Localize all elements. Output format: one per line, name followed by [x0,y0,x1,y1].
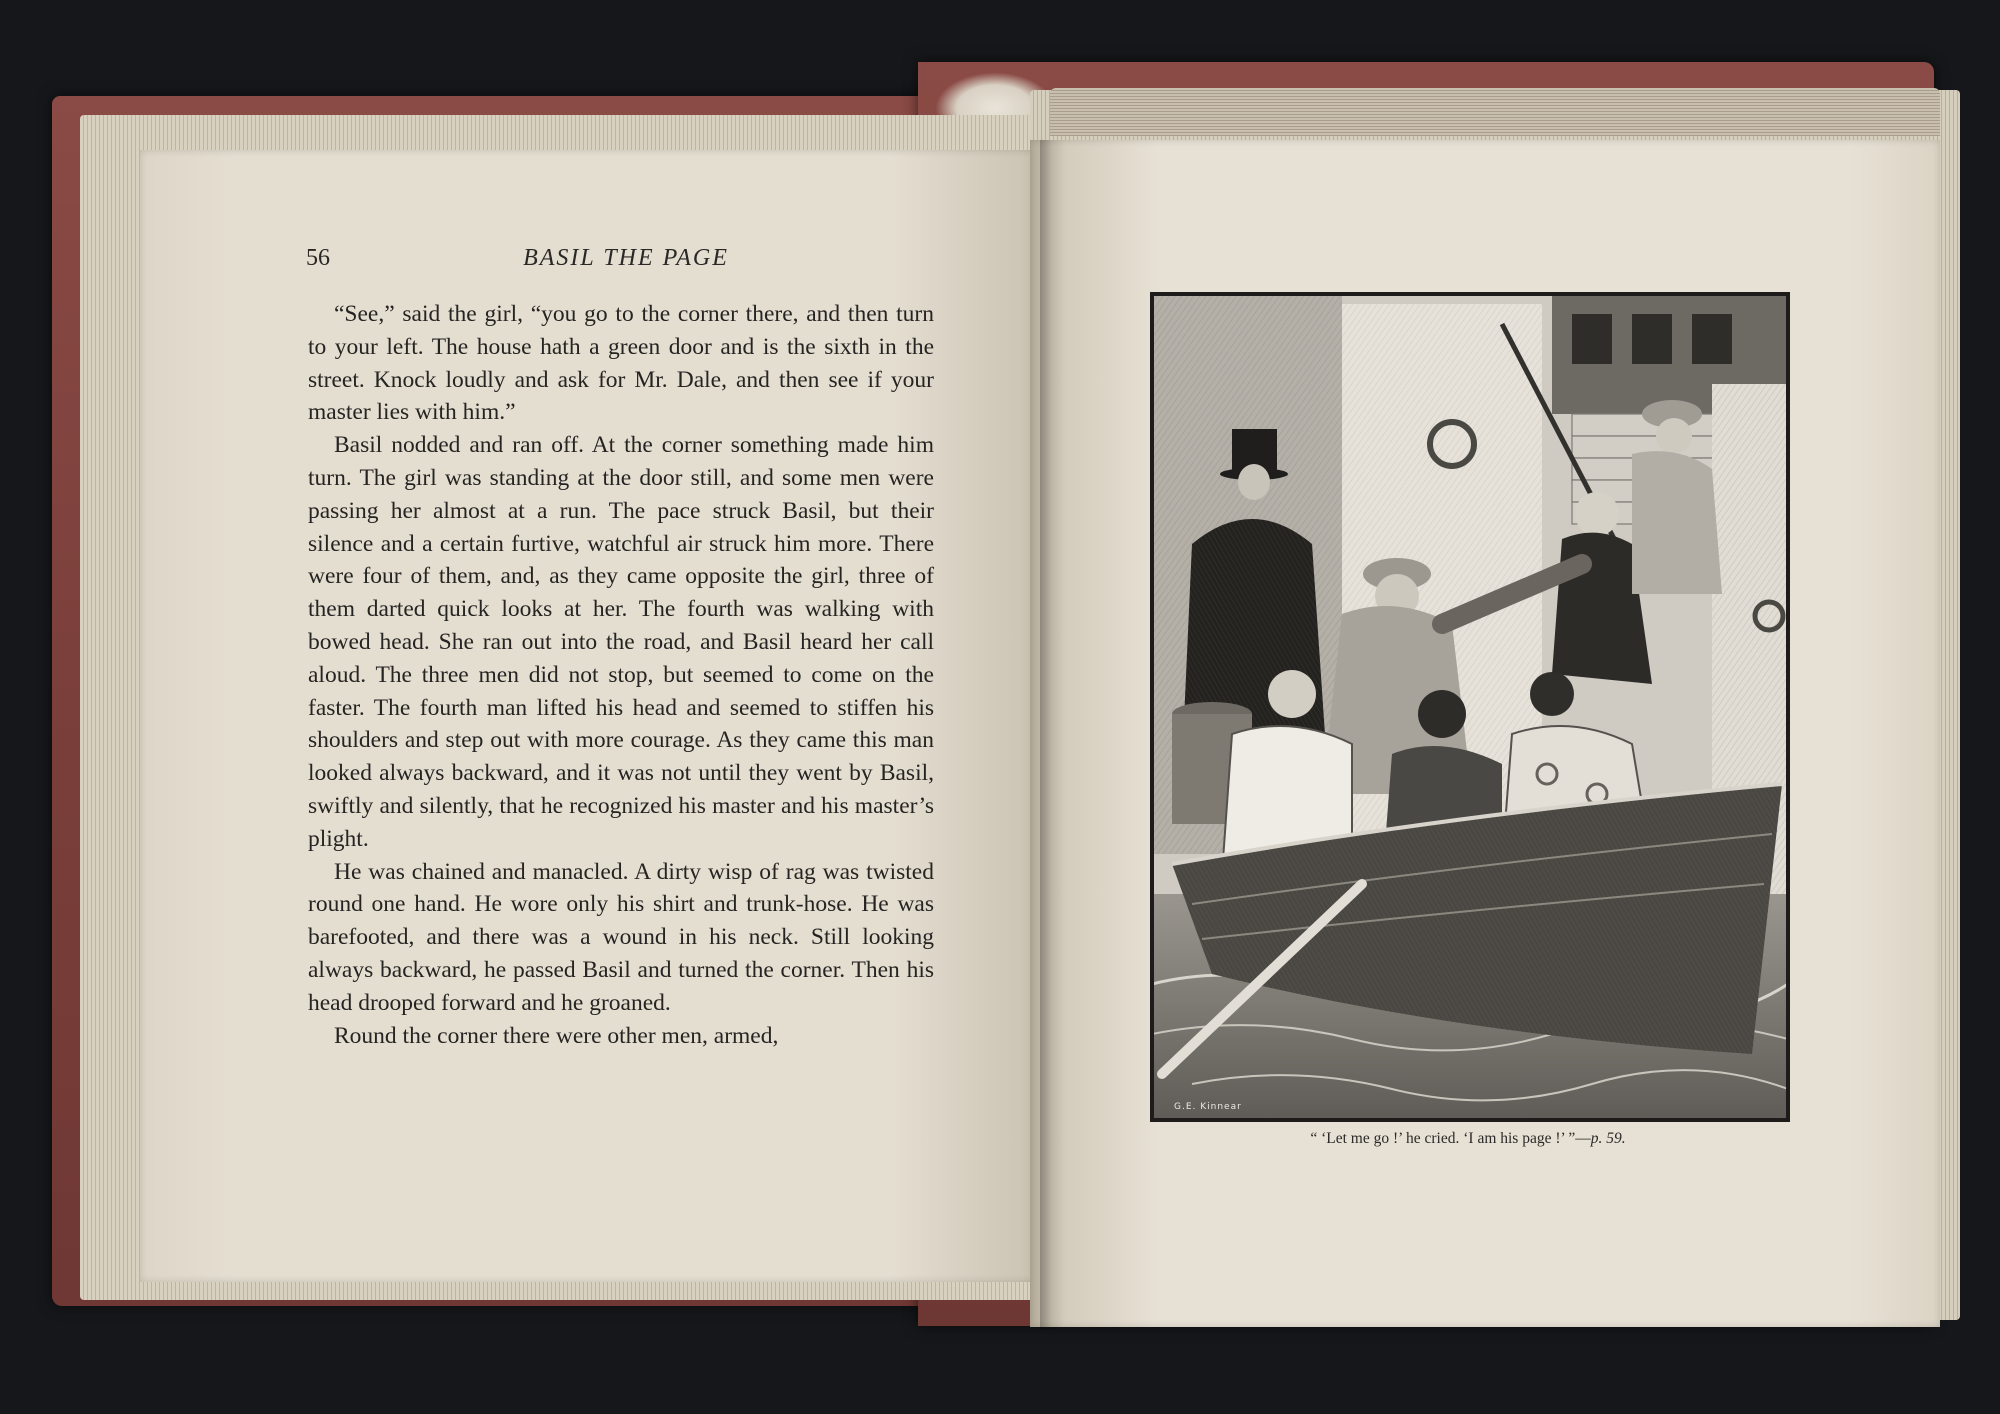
paragraph: “See,” said the girl, “you go to the corner there, and then turn to your left. The house hath a green door and is the sixth in the street. Knock loudly and ask for Mr. Dale, and then see if your master lies with him.” [308,301,934,426]
top-page-edges [1050,88,1940,136]
paragraph: Basil nodded and ran off. At the corner something made him turn. The girl was standing at the door still, and some men were passing her almost at a run. The pace struck Basil, but their silence and a certain furtive, watchful air struck him more. There were four of them, and, as they came opposite the girl, three of them darted quick looks at her. The fourth was walking with bowed head. She ran out into the road, and Basil heard her call aloud. The three men did not stop, but seemed to come on the faster. The fourth man lifted his head and seemed to stiffen his shoulders and step out with more courage. As they came this man looked always backward, and it was not until they went by Basil, swiftly and silently, that he recognized his master and his master’s plight. [308,432,934,852]
page-number: 56 [306,245,330,271]
caption-page-ref: p. 59. [1590,1130,1626,1147]
illustration [1150,292,1790,1122]
illustration-caption [1150,1130,1786,1148]
artist-signature: G.E. Kinnear [1174,1102,1242,1112]
running-title: BASIL THE PAGE [523,245,729,271]
boat-scene-engraving [1152,294,1788,1120]
gutter-shadow [1040,140,1064,1330]
body-text [308,298,934,1052]
caption-text: “ ‘Let me go !’ he cried. ‘I am his page !’ ”— [1310,1130,1591,1147]
paragraph: Round the corner there were other men, armed, [334,1022,779,1049]
running-head [306,245,946,275]
paragraph: He was chained and manacled. A dirty wisp of rag was twisted round one hand. He wore only his shirt and trunk-hose. He was barefooted, and there was a wound in his neck. Still looking always backward, he passed Basil and turned the corner. Then his head drooped forward and he groaned. [308,858,934,1016]
